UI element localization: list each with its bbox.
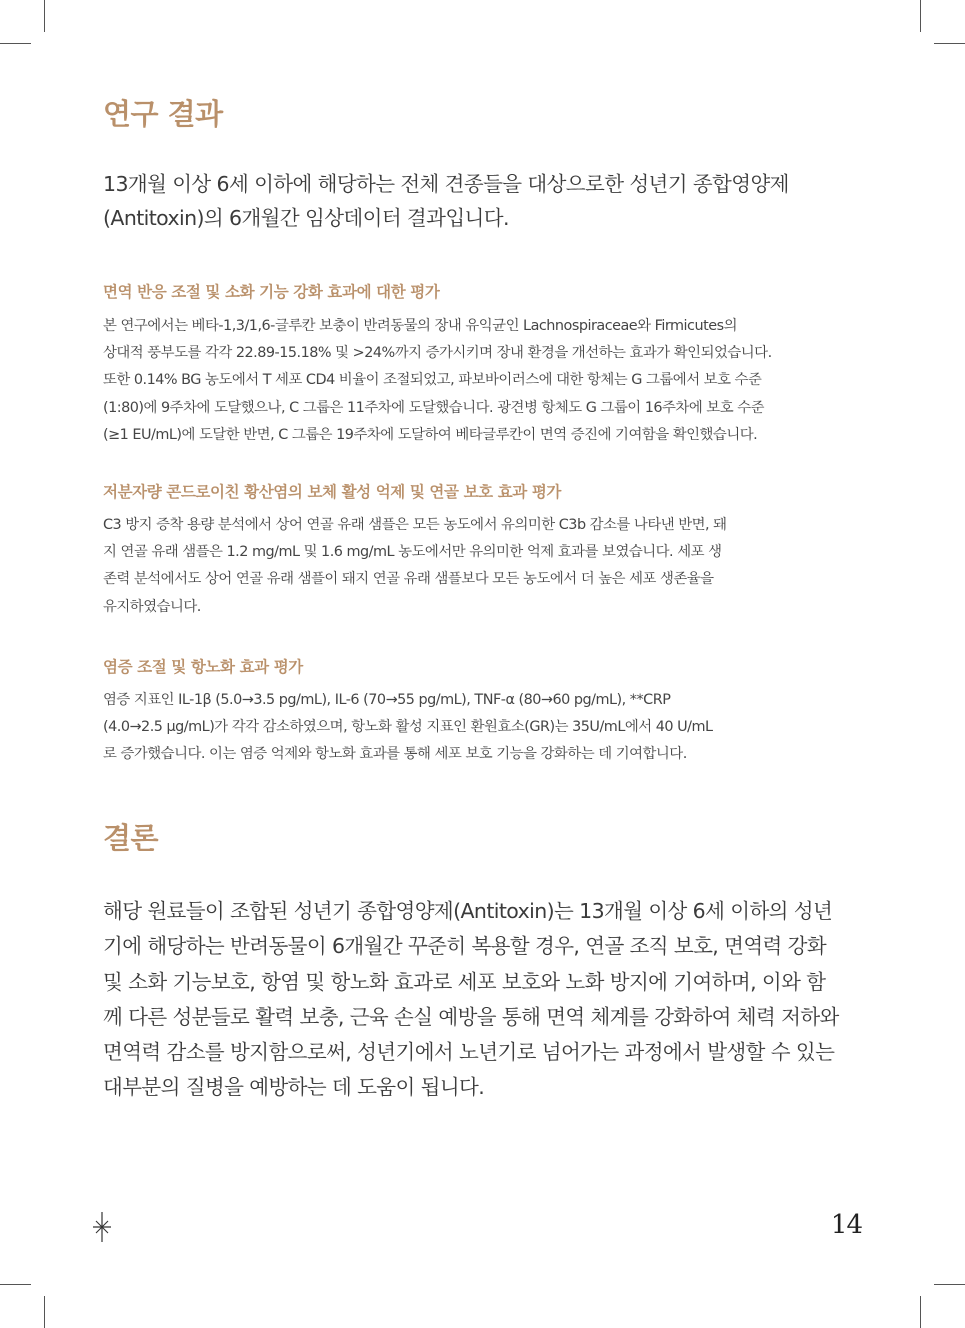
section-title-inflammation: 염증 조절 및 항노화 효과 평가 [103,658,303,676]
section-body-inflammation [103,687,713,769]
section-body-chondroitin [103,512,727,621]
paragraph-line: 께 다른 성분들로 활력 보충, 근육 손실 예방을 통해 면역 체계를 강화하여 체력 저하와 [103,1004,839,1029]
paragraph-line: 염증 지표인 IL-1β (5.0→3.5 pg/mL), IL-6 (70→55 pg/mL), TNF-α (80→60 pg/mL), **CRP [103,692,671,708]
crop-mark [0,1284,31,1285]
section-body-immune [103,313,772,449]
section-title-immune: 면역 반응 조절 및 소화 기능 강화 효과에 대한 평가 [103,283,440,301]
paragraph-line: 본 연구에서는 베타-1,3/1,6-글루칸 보충이 반려동물의 장내 유익균인 Lachnospiraceae와 Firmicutes의 [103,318,737,334]
crop-mark [920,0,921,32]
results-intro: 13개월 이상 6세 이하에 해당하는 전체 견종들을 대상으로한 성년기 종합영양제 (Antitoxin)의 6개월간 임상데이터 결과입니다. [103,172,789,230]
section-title-chondroitin: 저분자량 콘드로이친 황산염의 보체 활성 억제 및 연골 보호 효과 평가 [103,483,562,501]
star-ornament-icon [91,1212,113,1242]
crop-mark [934,43,965,44]
paragraph-line: 상대적 풍부도를 각각 22.89-15.18% 및 >24%까지 증가시키며 장내 환경을 개선하는 효과가 확인되었습니다. [103,345,772,362]
crop-mark [934,1284,965,1285]
crop-mark [0,43,31,44]
paragraph-line: (4.0→2.5 μg/mL)가 각각 감소하였으며, 항노화 활성 지표인 환원효소(GR)는 35U/mL에서 40 U/mL [103,719,713,736]
paragraph-line: 대부분의 질병을 예방하는 데 도움이 됩니다. [103,1075,485,1100]
paragraph-line: 존력 분석에서도 상어 연골 유래 샘플이 돼지 연골 유래 샘플보다 모든 농도에서 더 높은 세포 생존율을 [103,571,714,588]
paragraph-line: (1:80)에 9주차에 도달했으나, C 그룹은 11주차에 도달했습니다. 광견병 항체도 G 그룹이 16주차에 보호 수준 [103,399,764,416]
paragraph-line: 면역력 감소를 방지함으로써, 성년기에서 노년기로 넘어가는 과정에서 발생할 수 있는 [103,1040,835,1065]
paragraph-line: 지 연골 유래 샘플은 1.2 mg/mL 및 1.6 mg/mL 농도에서만 유의미한 억제 효과를 보였습니다. 세포 생 [103,544,722,561]
paragraph-line: 해당 원료들이 조합된 성년기 종합영양제(Antitoxin)는 13개월 이상 6세 이하의 성년 [103,899,833,923]
crop-mark [920,1296,921,1328]
paragraph-line: (≥1 EU/mL)에 도달한 반면, C 그룹은 19주차에 도달하여 베타글루칸이 면역 증진에 기여함을 확인했습니다. [103,426,758,443]
conclusion-heading: 결론 [103,821,159,855]
conclusion-body [103,894,839,1106]
crop-mark [44,0,45,32]
paragraph-line: 및 소화 기능보호, 항염 및 항노화 효과로 세포 보호와 노화 방지에 기여하며, 이와 함 [103,969,826,994]
paragraph-line: 로 증가했습니다. 이는 염증 억제와 항노화 효과를 통해 세포 보호 기능을 강화하는 데 기여합니다. [103,746,687,763]
paragraph-line: C3 방지 증착 용량 분석에서 상어 연골 유래 샘플은 모든 농도에서 유의미한 C3b 감소를 나타낸 반면, 돼 [103,517,727,533]
paragraph-line: 유지하였습니다. [103,598,201,615]
paragraph-line: 기에 해당하는 반려동물이 6개월간 꾸준히 복용할 경우, 연골 조직 보호, 면역력 강화 [103,934,827,959]
paragraph-line: 또한 0.14% BG 농도에서 T 세포 CD4 비율이 조절되었고, 파보바이러스에 대한 항체는 G 그룹에서 보호 수준 [103,372,762,389]
results-heading: 연구 결과 [103,97,223,131]
crop-mark [44,1296,45,1328]
page-number: 14 [830,1210,862,1240]
